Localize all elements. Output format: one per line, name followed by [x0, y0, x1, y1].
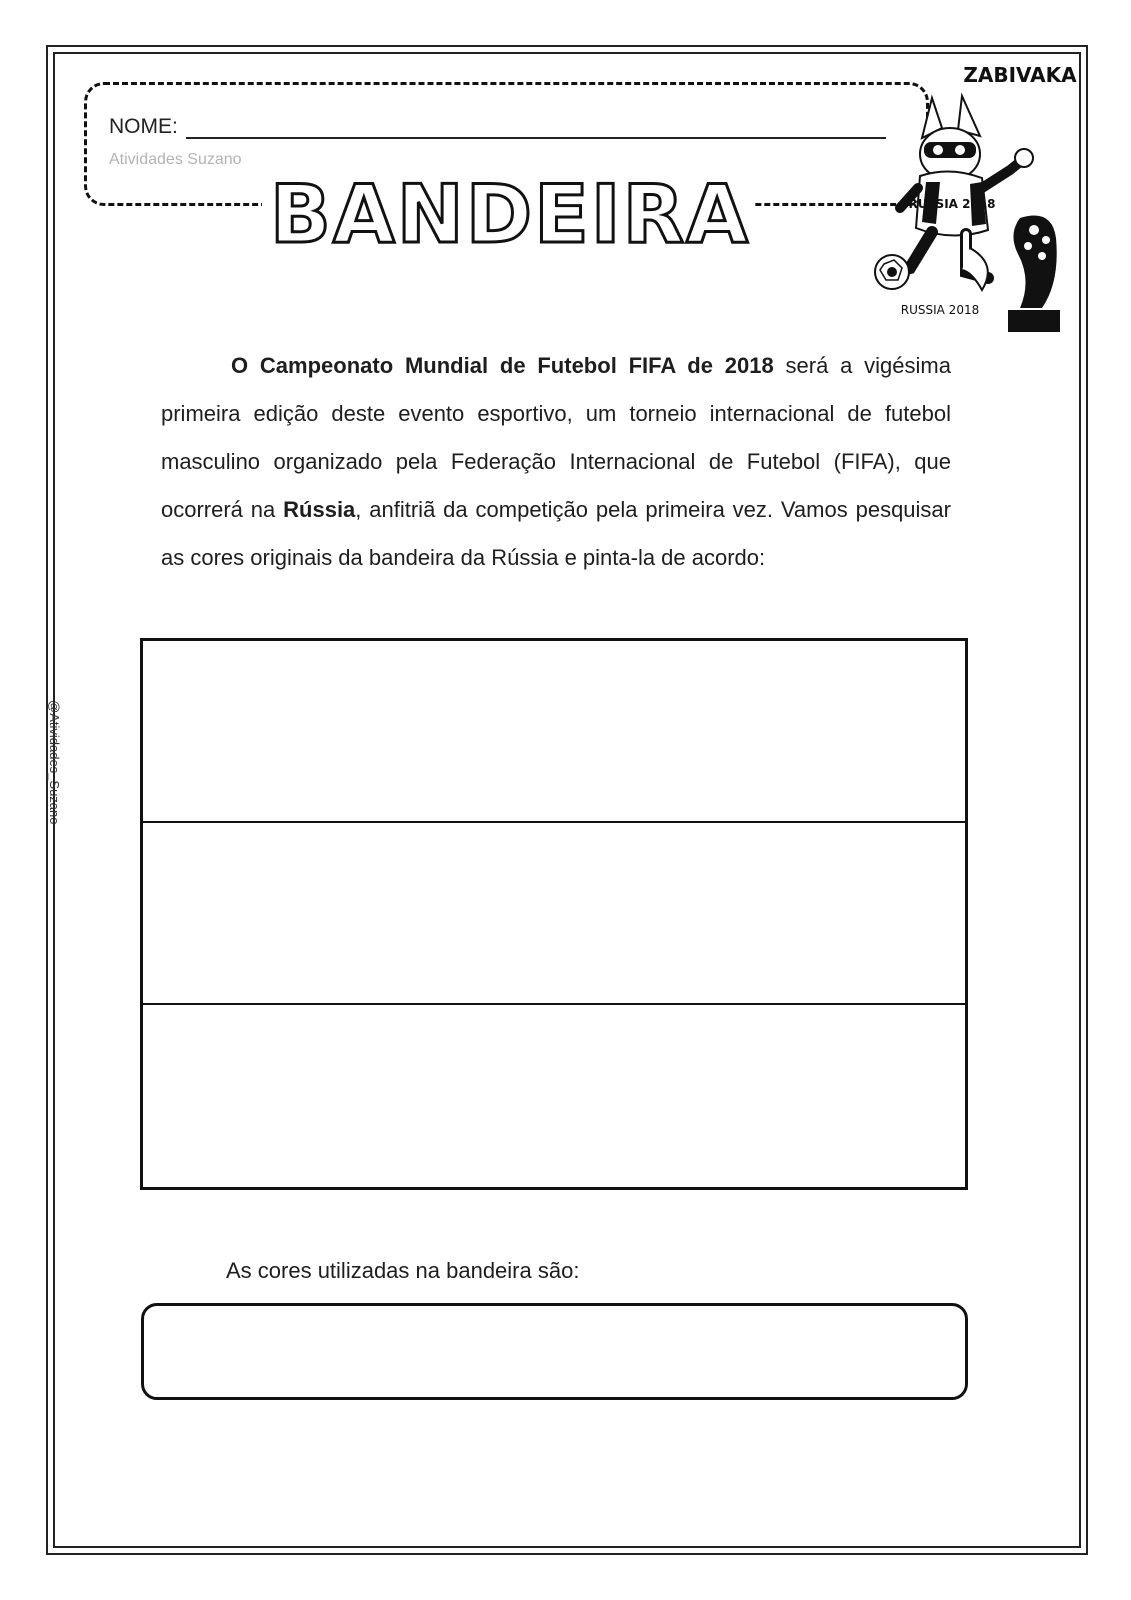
mascot-name: ZABIVAKA	[963, 63, 1077, 87]
title-text: BANDEIRA	[269, 168, 751, 261]
mascot-caption: RUSSIA 2018	[900, 303, 980, 317]
paragraph-bold-intro: O Campeonato Mundial de Futebol FIFA de 2018	[231, 353, 774, 378]
paragraph-text-1: será a vigésima primeira edição deste evento esportivo, um torneio internacional de futebol masculino organizado pela Federação Internacional de Futebol (FIFA), que ocorrerá na	[161, 353, 951, 522]
flag-outline	[140, 638, 968, 1190]
name-row	[109, 115, 886, 139]
watermark-text: Atividades Suzano	[109, 151, 242, 168]
paragraph-text-2: , anfitriã da competição pela primeira vez. Vamos pesquisar as cores originais da bandeira da Rússia e pinta-la de acordo:	[161, 497, 951, 570]
page-title	[260, 168, 760, 261]
mascot-illustration	[870, 58, 1077, 340]
answer-box[interactable]	[141, 1303, 968, 1400]
side-watermark	[44, 700, 64, 860]
name-label: NOME:	[109, 115, 178, 138]
name-field[interactable]	[186, 117, 886, 139]
title-svg	[260, 168, 760, 261]
paragraph-bold-russia: Rússia	[283, 497, 356, 522]
side-watermark-text: @Atividades_Suzano	[47, 700, 62, 825]
colors-question: As cores utilizadas na bandeira são:	[226, 1258, 580, 1283]
instructions-paragraph	[161, 342, 951, 582]
flag-stripe-middle[interactable]	[143, 823, 965, 1005]
mascot-shirt-text: RUSSIA 2018	[908, 197, 996, 211]
flag-stripe-top[interactable]	[143, 641, 965, 823]
zabivaka-svg	[870, 58, 1077, 340]
flag-stripe-bottom[interactable]	[143, 1005, 965, 1187]
